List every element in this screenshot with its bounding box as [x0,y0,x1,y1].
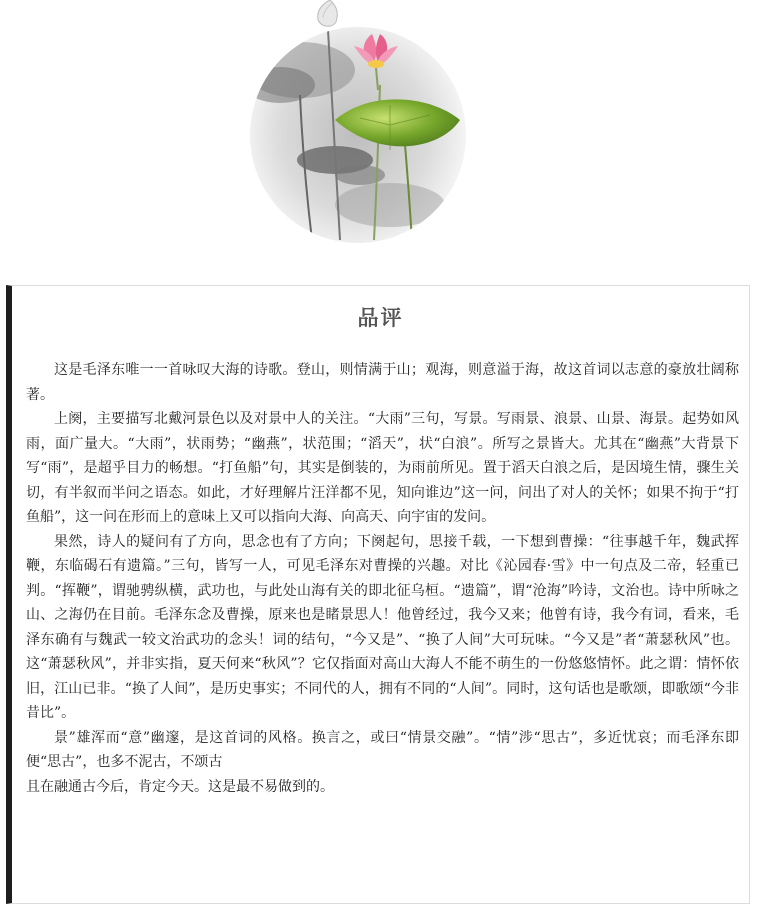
lotus-ink-painting-icon [240,0,470,245]
lotus-illustration [240,0,470,245]
commentary-card [6,285,750,904]
paragraph: 果然，诗人的疑问有了方向，思念也有了方向；下阕起句，思接千载，一下想到曹操：“往事越千年，魏武挥鞭，东临碣石有遗篇。”三句，皆写一人，可见毛泽东对曹操的兴趣。对比《沁园春·雪》中一句点及二帝，轻重已判。“挥鞭”，谓驰骋纵横，武功也，与此处山海有关的即北征乌桓。“遗篇”，谓“沧海”吟诗，文治也。诗中所咏之山、之海仍在目前。毛泽东念及曹操，原来也是睹景思人！他曾经过，我今又来；他曾有诗，我今有词，看来，毛泽东确有与魏武一较文治武功的念头！词的结句，“今又是”、“换了人间”大可玩味。“今又是”者“萧瑟秋风”也。这“萧瑟秋风”，并非实指，夏天何来“秋风”？它仅指面对高山大海人不能不萌生的一份悠悠情怀。此之谓：情怀依旧，江山已非。“换了人间”，是历史事实；不同代的人，拥有不同的“人间”。同时，这句话也是歌颂，即歌颂“今非昔比”。 [26,533,739,721]
paragraph: 上阕，主要描写北戴河景色以及对景中人的关注。“大雨”三句，写景。写雨景、浪景、山景、海景。起势如风雨，面广量大。“大雨”，状雨势；“幽燕”，状范围；“滔天”，状“白浪”。所写之景皆大。尤其在“幽燕”大背景下写“雨”，是超乎目力的畅想。“打鱼船”句，其实是倒装的，为雨前所见。置于滔天白浪之后，是因境生情，骤生关切，有半叙而半问之语态。如此，才好理解片汪洋都不见，知向谁边”这一问，问出了对人的关怀；如果不拘于“打鱼船”，这一问在形而上的意味上又可以指向大海、向高天、向宇宙的发问。 [26,411,739,525]
paragraph: 且在融通古今后，肯定今天。这是最不易做到的。 [26,778,334,795]
paragraph: 这是毛泽东唯一一首咏叹大海的诗歌。登山，则情满于山；观海，则意溢于海，故这首词以志意的豪放壮阔称著。 [26,362,739,403]
commentary-body [26,358,739,799]
section-heading: 品评 [357,306,404,330]
paragraph: 景”雄浑而“意”幽邃，是这首词的风格。换言之，或曰“情景交融”。“情”涉“思古”，多近忧哀；而毛泽东即便“思古”，也多不泥古，不颂古 [26,729,739,770]
